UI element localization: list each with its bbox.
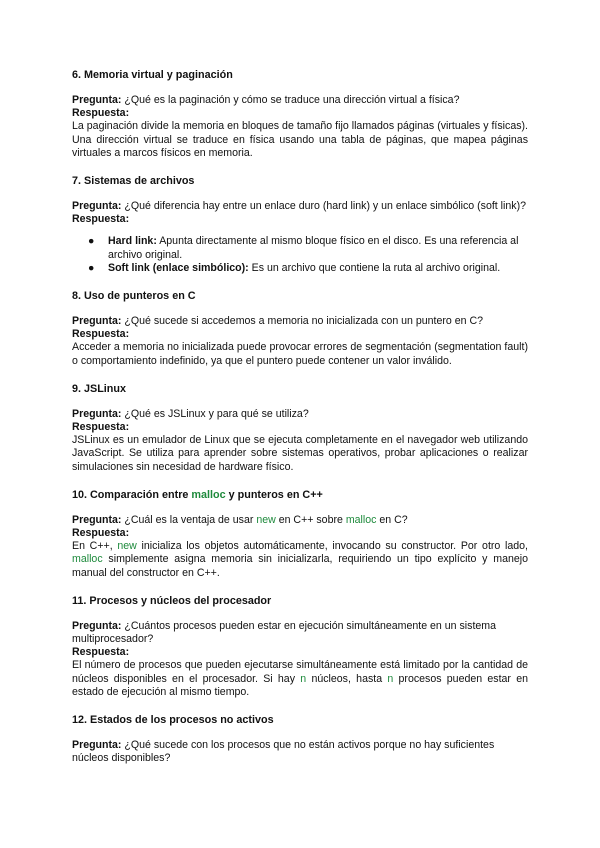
answer-label: Respuesta: (72, 527, 130, 540)
document-content (72, 68, 528, 766)
section-title: 10. Comparación entre malloc y punteros en C++ (72, 488, 323, 501)
answer-text: JSLinux es un emulador de Linux que se ejecuta completamente en el navegador web utilizando JavaScript. Se utiliza para aprender sobre sistemas operativos, probar aplicaciones o realizar simulaciones sin necesidad de hardware físico. (72, 434, 528, 473)
answer-label: Respuesta: (72, 328, 130, 341)
answer-label: Respuesta: (72, 421, 130, 434)
question-label: Pregunta: (72, 315, 122, 328)
term: Soft link (enlace simbólico): (108, 261, 249, 274)
answer-label: Respuesta: (72, 213, 130, 226)
question-text: ¿Cuántos procesos pueden estar en ejecución simultáneamente en un sistema multiprocesador? (72, 619, 496, 646)
answer-label: Respuesta: (72, 646, 130, 659)
question-text: ¿Qué es JSLinux y para qué se utiliza? (124, 407, 309, 420)
code-n: n (300, 672, 307, 685)
question-text: ¿Qué diferencia hay entre un enlace duro (hard link) y un enlace simbólico (soft link)? (124, 200, 526, 213)
section-title: 12. Estados de los procesos no activos (72, 714, 274, 727)
question (72, 200, 528, 213)
code-malloc: malloc (345, 513, 377, 526)
section-title: 7. Sistemas de archivos (72, 175, 195, 188)
section-8 (72, 289, 528, 368)
code-malloc: malloc (191, 488, 226, 501)
answer-text: En C++, new inicializa los objetos automáticamente, invocando su constructor. Por otro lado, malloc simplemente asigna memoria sin inicializarla, requiriendo un tipo explícito y manejo manual del constructor en C++. (72, 540, 529, 579)
question (72, 739, 528, 765)
term: Hard link: (108, 235, 157, 248)
answer-text: La paginación divide la memoria en bloques de tamaño fijo llamados páginas (virtuales y físicas). Una dirección virtual se traduce en física usando una tabla de páginas, que mapea páginas virtuales a marcos físicos en memoria. (72, 120, 528, 159)
question (72, 408, 528, 421)
code-malloc: malloc (72, 553, 103, 566)
term-description: Apunta directamente al mismo bloque físico en el disco. Es una referencia al archivo original. (108, 235, 519, 261)
answer-list (72, 235, 528, 275)
section-6 (72, 68, 528, 160)
term-description: Es un archivo que contiene la ruta al archivo original. (251, 261, 501, 274)
answer-text: Acceder a memoria no inicializada puede provocar errores de segmentación (segmentation fault) o comportamiento indefinido, ya que el puntero puede contener un valor inválido. (72, 341, 528, 367)
section-11 (72, 594, 528, 699)
question-label: Pregunta: (72, 513, 122, 526)
question-label: Pregunta: (72, 619, 122, 632)
section-7 (72, 174, 528, 275)
section-title: 9. JSLinux (72, 382, 127, 395)
bullet-icon: ● (88, 261, 95, 274)
question-label: Pregunta: (72, 94, 122, 106)
code-new: new (117, 540, 137, 553)
question-label: Pregunta: (72, 407, 122, 420)
code-n: n (387, 672, 394, 685)
question-text: ¿Qué sucede con los procesos que no están activos porque no hay suficientes núcleos disponibles? (72, 739, 495, 765)
section-10 (72, 488, 528, 580)
list-item (72, 235, 528, 261)
question: Pregunta: ¿Cuál es la ventaja de usar new en C++ sobre malloc en C? (72, 513, 408, 526)
question-label: Pregunta: (72, 200, 122, 213)
question (72, 94, 528, 107)
list-item (72, 262, 528, 275)
section-title: 8. Uso de punteros en C (72, 290, 196, 303)
answer-label: Respuesta: (72, 107, 130, 120)
section-9 (72, 382, 528, 474)
question (72, 315, 528, 328)
section-12 (72, 713, 528, 765)
bullet-icon: ● (88, 235, 95, 248)
section-title: 6. Memoria virtual y paginación (72, 69, 233, 81)
section-title: 11. Procesos y núcleos del procesador (72, 594, 272, 607)
question-text: ¿Qué sucede si accedemos a memoria no inicializada con un puntero en C? (124, 315, 484, 328)
question-label: Pregunta: (72, 739, 122, 752)
question (72, 620, 528, 646)
answer-text: El número de procesos que pueden ejecutarse simultáneamente está limitado por la cantidad de núcleos disponibles en el procesador. Si hay n núcleos, hasta n procesos pueden estar en estado de ejecución al mismo tiempo. (72, 659, 528, 698)
question-text: ¿Qué es la paginación y cómo se traduce una dirección virtual a física? (124, 94, 460, 106)
code-new: new (256, 513, 276, 526)
